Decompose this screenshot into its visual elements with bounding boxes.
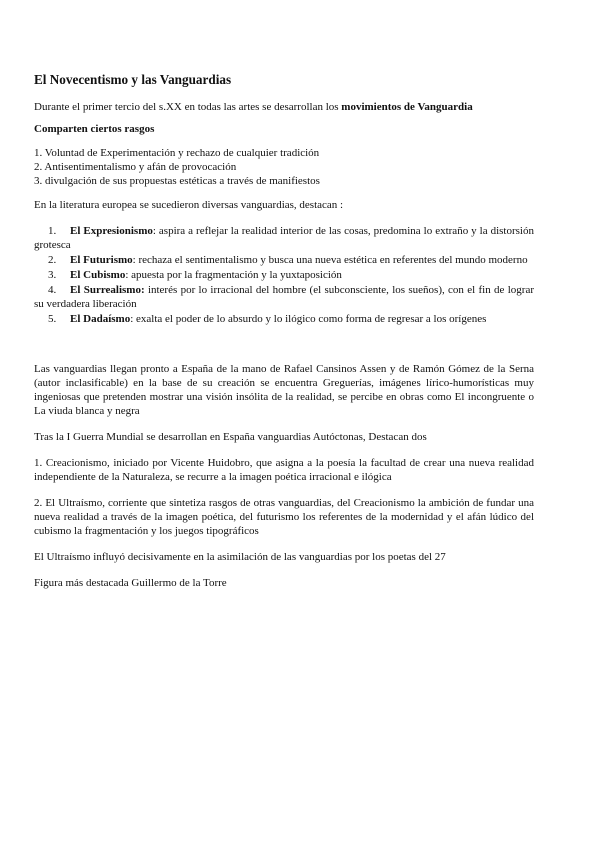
item-number: 3.: [48, 269, 57, 281]
movimiento-name: El Cubismo: [70, 269, 126, 281]
movimiento-item: [34, 283, 534, 311]
movimiento-name: El Dadaísmo: [70, 313, 131, 325]
ultraismo-paragraph: 2. El Ultraísmo, corriente que sintetiza rasgos de otras vanguardias, del Creacionismo la ambición de fundar una nueva realidad a través de la imagen poética, del futurismo los referentes de la modernidad y el afán lúdico del cubismo la fragmentación y los juegos tipográficos: [34, 497, 534, 537]
movimiento-desc: : aspira a reflejar la realidad interior de las cosas, predomina lo extraño y la distorsión grotesca: [34, 225, 534, 251]
guerra-paragraph: Tras la I Guerra Mundial se desarrollan en España vanguardias Autóctonas, Destacan dos: [34, 431, 427, 443]
movimiento-item: [34, 253, 534, 267]
movimiento-desc: : rechaza el sentimentalismo y busca una nueva estética en referentes del mundo moderno: [132, 254, 528, 266]
espana-paragraph: Las vanguardias llegan pronto a España de la mano de Rafael Cansinos Assen y de Ramón Gómez de la Serna (autor inclasificable) en la base de su creación se encuentra Greguerías, imágenes lírico-humorísticas muy ingeniosas que pretenden mostrar una visión insólita de la realidad, se percibe en obras como El incongruente o La viuda blanca y negra: [34, 363, 534, 417]
intro-text: Durante el primer tercio del s.XX en todas las artes se desarrollan los: [34, 101, 342, 113]
rasgo-item: 2. Antisentimentalismo y afán de provocación: [34, 161, 237, 173]
intro-paragraph: [34, 100, 534, 114]
document-title: El Novecentismo y las Vanguardias: [34, 72, 232, 87]
movimiento-desc: : exalta el poder de lo absurdo y lo ilógico como forma de regresar a los orígenes: [130, 313, 487, 325]
rasgo-item: 1. Voluntad de Experimentación y rechazo de cualquier tradición: [34, 147, 320, 159]
movimiento-desc: : apuesta por la fragmentación y la yuxtaposición: [125, 269, 342, 281]
movimiento-name: El Surrealismo:: [70, 284, 145, 296]
movimiento-item: [34, 268, 534, 282]
vanguardias-lead: En la literatura europea se sucedieron diversas vanguardias, destacan :: [34, 199, 344, 211]
rasgos-heading: Comparten ciertos rasgos: [34, 123, 155, 135]
movimiento-item: [34, 224, 534, 252]
movimiento-item: [34, 312, 534, 326]
item-number: 4.: [48, 284, 57, 296]
movimiento-name: El Expresionismo: [70, 225, 153, 237]
item-number: 5.: [48, 313, 57, 325]
rasgos-list: [34, 146, 534, 188]
influyo-paragraph: El Ultraísmo influyó decisivamente en la asimilación de las vanguardias por los poetas del 27: [34, 551, 446, 563]
creacionismo-paragraph: 1. Creacionismo, iniciado por Vicente Huidobro, que asigna a la poesía la facultad de crear una nueva realidad independiente de la Naturaleza, se recurre a la imagen poética irracional e ilógica: [34, 457, 534, 483]
movimiento-desc: interés por lo irracional del hombre (el subconsciente, los sueños), con el fin de lograr su verdadera liberación: [34, 284, 534, 310]
movimientos-list: [34, 224, 534, 326]
rasgo-item: 3. divulgación de sus propuestas estéticas a través de manifiestos: [34, 175, 320, 187]
movimiento-name: El Futurismo: [70, 254, 133, 266]
figura-paragraph: Figura más destacada Guillermo de la Torre: [34, 577, 227, 589]
item-number: 2.: [48, 254, 57, 266]
intro-bold: movimientos de Vanguardia: [341, 101, 473, 113]
item-number: 1.: [48, 225, 57, 237]
document-body: [34, 72, 534, 602]
